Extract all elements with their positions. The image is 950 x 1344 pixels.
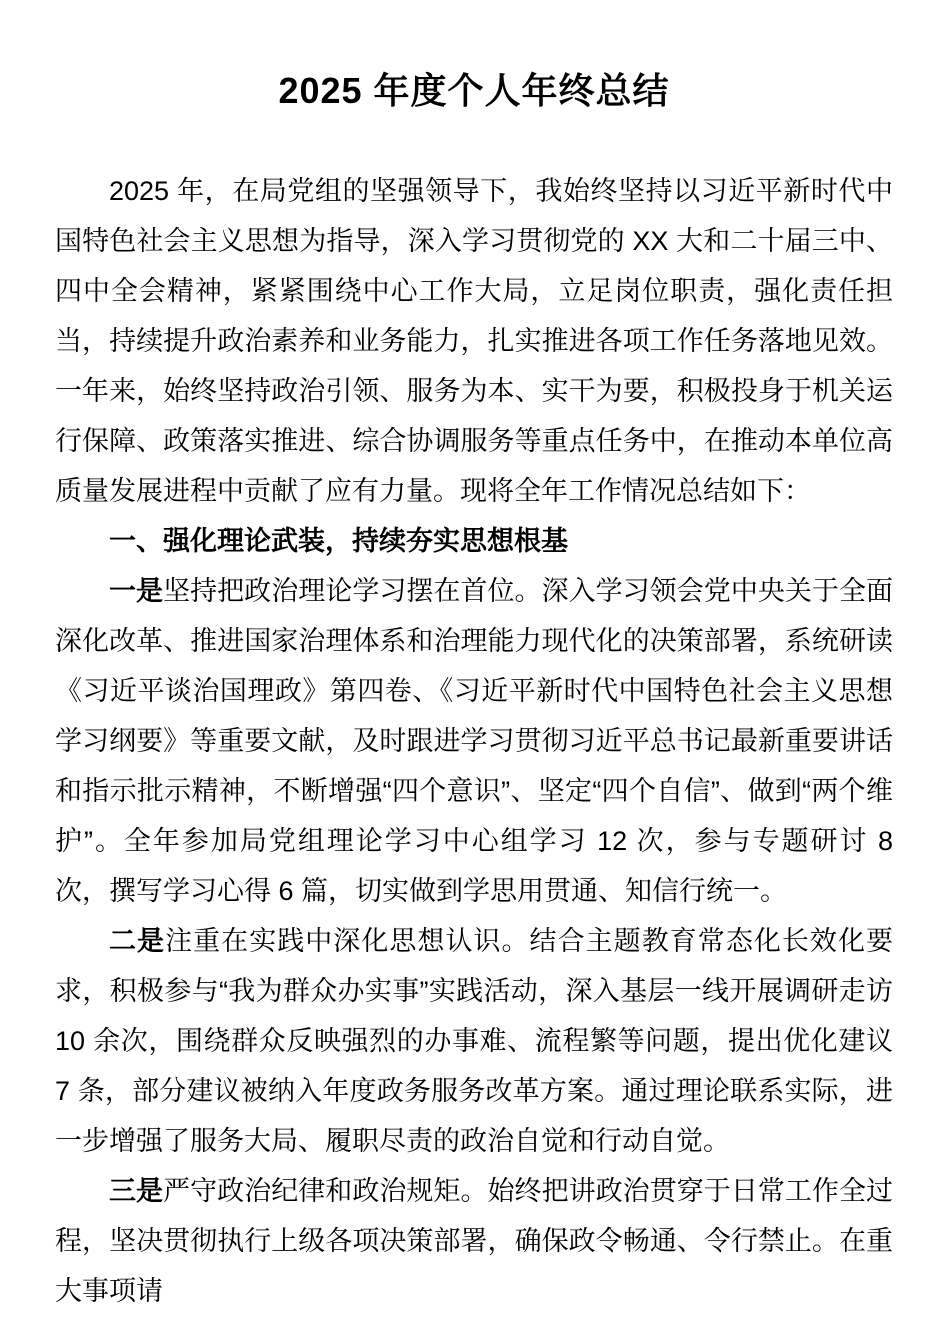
section-heading [55,516,893,566]
paragraph [55,566,893,916]
text-run: 注重在实践中深化思想认识。结合主题教育常态化长效化要求，积极参与“我为群众办实事”实践活动，深入基层一线开展调研走访 10 余次，围绕群众反映强烈的办事难、流程繁等问题，提出优化建议 7 条，部分建议被纳入年度政务服务改革方案。通过理论联系实际，进一步增强了服务大局、履职尽责的政治自觉和行动自觉。 [55,926,894,1156]
document-title: 2025 年度个人年终总结 [278,70,670,111]
bold-text-run: 二是 [109,926,166,956]
paragraph [55,1166,893,1316]
text-run: 2025 年，在局党组的坚强领导下，我始终坚持以习近平新时代中国特色社会主义思想为指导，深入学习贯彻党的 XX 大和二十届三中、四中全会精神，紧紧围绕中心工作大局，立足岗位职责，强化责任担当，持续提升政治素养和业务能力，扎实推进各项工作任务落地见效。一年来，始终坚持政治引领、服务为本、实干为要，积极投身于机关运行保障、政策落实推进、综合协调服务等重点任务中，在推动本单位高质量发展进程中贡献了应有力量。现将全年工作情况总结如下： [55,176,893,506]
paragraph [55,166,893,516]
bold-text-run: 一、强化理论武装，持续夯实思想根基 [109,526,568,556]
text-run: 严守政治纪律和政治规矩。始终把讲政治贯穿于日常工作全过程，坚决贯彻执行上级各项决策部署，确保政令畅通、令行禁止。在重大事项请 [55,1176,894,1306]
paragraph [55,916,893,1166]
bold-text-run: 一是 [109,576,164,606]
text-run: 坚持把政治理论学习摆在首位。深入学习领会党中央关于全面深化改革、推进国家治理体系和治理能力现代化的决策部署，系统研读《习近平谈治国理政》第四卷、《习近平新时代中国特色社会主义思想学习纲要》等重要文献，及时跟进学习贯彻习近平总书记最新重要讲话和指示批示精神，不断增强“四个意识”、坚定“四个自信”、做到“两个维护”。全年参加局党组理论学习中心组学习 12 次，参与专题研讨 8 次，撰写学习心得 6 篇，切实做到学思用贯通、知信行统一。 [55,576,894,906]
bold-text-run: 三是 [109,1176,164,1206]
document-body [55,166,893,1316]
